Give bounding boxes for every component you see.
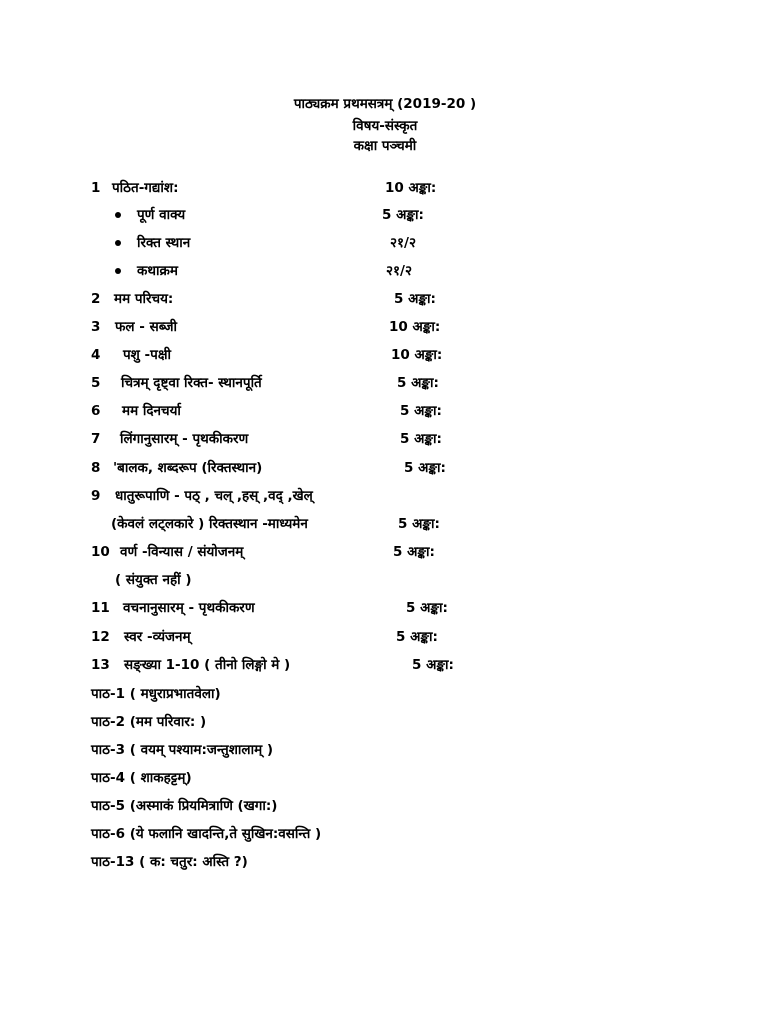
sub-item-label: रिक्त स्थान <box>137 235 191 251</box>
item-marks: 5 अङ्का: <box>404 460 446 476</box>
lesson-entry: पाठ-1 ( मधुराप्रभातवेला) <box>91 686 221 702</box>
item-number: 12 <box>91 629 110 645</box>
item-marks: 5 अङ्का: <box>406 600 448 616</box>
item-label: फल - सब्जी <box>115 319 178 335</box>
item-number: 2 <box>91 291 101 307</box>
item-marks: 5 अङ्का: <box>412 657 454 673</box>
item-label: वचनानुसारम् - पृथकीकरण <box>123 600 255 616</box>
sub-item-marks: २१/२ <box>386 263 412 279</box>
item-label: लिंगानुसारम् - पृथकीकरण <box>120 431 249 447</box>
item-marks: 5 अङ्का: <box>394 291 436 307</box>
item-label: मम दिनचर्या <box>122 403 181 419</box>
item-label: पठित-गद्यांश: <box>112 180 179 196</box>
lesson-entry: पाठ-6 (ये फलानि खादन्ति,ते सुखिन:वसन्ति ) <box>91 826 322 842</box>
item-marks: 5 अङ्का: <box>400 403 442 419</box>
item-marks: 5 अङ्का: <box>397 375 439 391</box>
item-number: 5 <box>91 375 101 391</box>
item-number: 10 <box>91 544 110 560</box>
item-label: धातुरूपाणि - पठ् , चल् ,हस् ,वद् ,खेल् <box>115 488 313 504</box>
item-number: 13 <box>91 657 110 673</box>
sub-item-label: कथाक्रम <box>137 263 178 279</box>
item-number: 8 <box>91 460 101 476</box>
bullet-icon <box>115 240 121 246</box>
item-number: 11 <box>91 600 110 616</box>
item-number: 6 <box>91 403 101 419</box>
item-label: स्वर -व्यंजनम् <box>124 629 191 645</box>
item-number: 1 <box>91 180 101 196</box>
item-note: ( संयुक्त नहीं ) <box>115 572 192 588</box>
item-label: मम परिचय: <box>114 291 174 307</box>
sub-item-marks: २१/२ <box>390 235 416 251</box>
item-label: पशु -पक्षी <box>123 347 171 363</box>
bullet-icon <box>115 268 121 274</box>
lesson-entry: पाठ-2 (मम परिवार: ) <box>91 714 207 730</box>
sub-item-marks: 5 अङ्का: <box>382 207 424 223</box>
lesson-entry: पाठ-5 (अस्माकं प्रियमित्राणि (खगा:) <box>91 798 278 814</box>
subject-heading: विषय-संस्कृत <box>352 118 418 134</box>
item-continuation-label: (केवलं लट्लकारे ) रिक्तस्थान -माध्यमेन <box>111 516 308 532</box>
lesson-entry: पाठ-4 ( शाकहट्टम्) <box>91 770 192 786</box>
bullet-icon <box>115 212 121 218</box>
sub-item-label: पूर्ण वाक्य <box>137 207 186 223</box>
item-number: 9 <box>91 488 101 504</box>
item-label: चित्रम् दृष्ट्वा रिक्त- स्थानपूर्ति <box>121 375 262 391</box>
item-marks: 10 अङ्का: <box>391 347 443 363</box>
item-marks: 5 अङ्का: <box>400 431 442 447</box>
syllabus-title: पाठ्यक्रम प्रथमसत्रम् (2019-20 ) <box>293 96 477 112</box>
item-number: 3 <box>91 319 101 335</box>
item-marks: 5 अङ्का: <box>398 516 440 532</box>
item-marks: 10 अङ्का: <box>389 319 441 335</box>
item-marks: 10 अङ्का: <box>385 180 437 196</box>
item-marks: 5 अङ्का: <box>393 544 435 560</box>
item-label: 'बालक, शब्दरूप (रिक्तस्थान) <box>113 460 263 476</box>
class-heading: कक्षा पञ्चमी <box>353 138 417 154</box>
lesson-entry: पाठ-13 ( क: चतुर: अस्ति ?) <box>91 854 248 870</box>
lesson-entry: पाठ-3 ( वयम् पश्याम:जन्तुशालाम् ) <box>91 742 274 758</box>
item-number: 7 <box>91 431 101 447</box>
item-label: सङ्ख्या 1-10 ( तीनो लिङ्गो मे ) <box>124 657 291 673</box>
item-number: 4 <box>91 347 101 363</box>
item-label: वर्ण -विन्यास / संयोजनम् <box>120 544 244 560</box>
item-marks: 5 अङ्का: <box>396 629 438 645</box>
